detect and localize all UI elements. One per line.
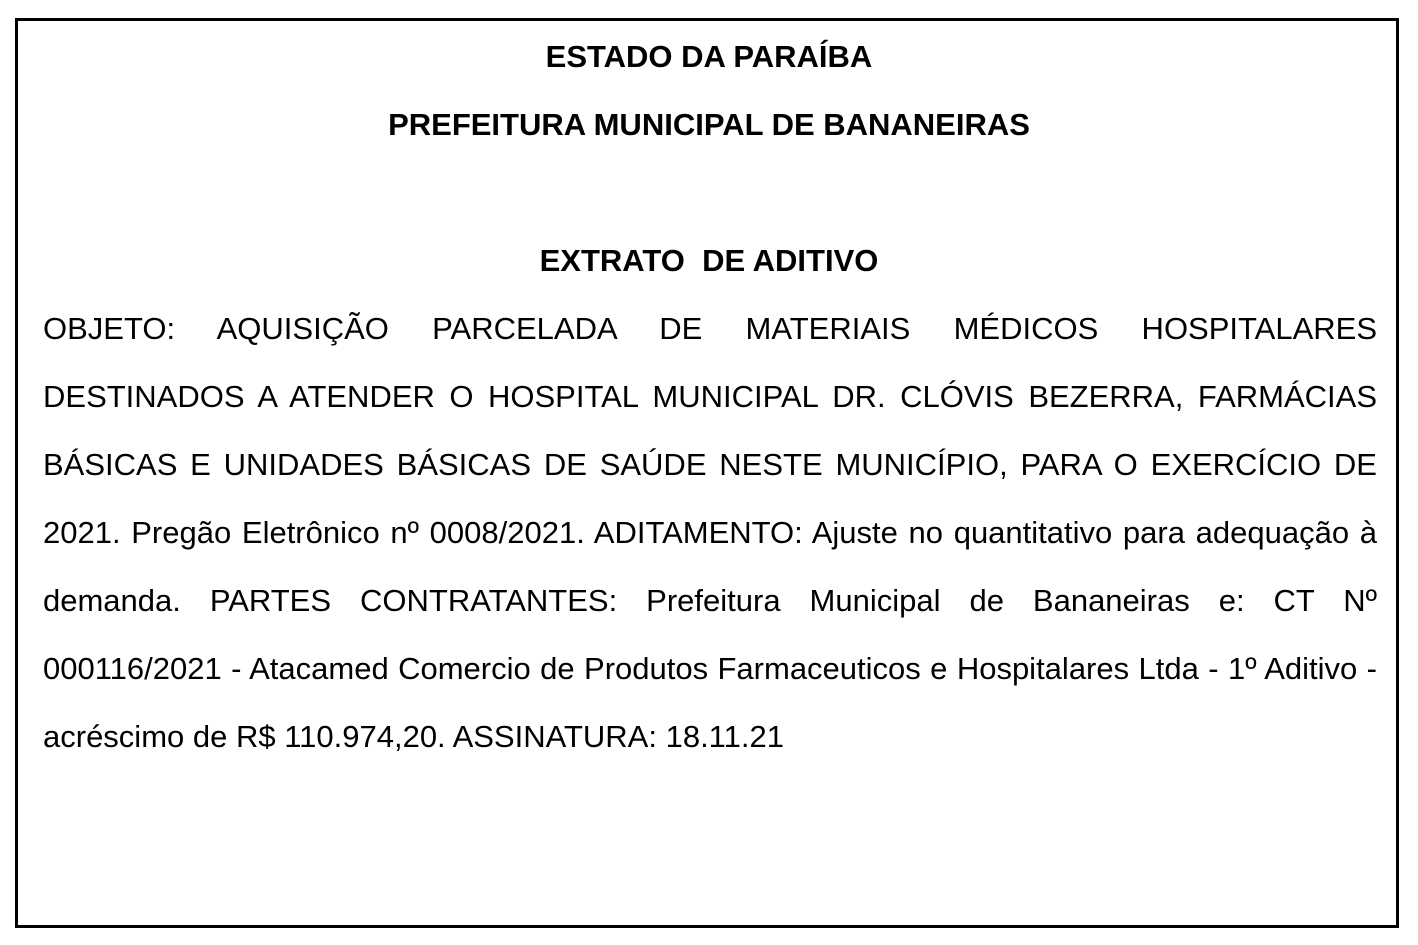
document-body: OBJETO: AQUISIÇÃO PARCELADA DE MATERIAIS MÉDICOS HOSPITALARES DESTINADOS A ATENDER O HOSPITAL MUNICIPAL DR. CLÓVIS BEZERRA, FARMÁCIAS BÁSICAS E UNIDADES BÁSICAS DE SAÚDE NESTE MUNICÍPIO, PARA O EXERCÍCIO DE 2021. Pregão Eletrônico nº 0008/2021. ADITAMENTO: Ajuste no quantitativo para adequação à demanda. PARTES CONTRATANTES: Prefeitura Municipal de Bananeiras e: CT Nº 000116/2021 - Atacamed Comercio de Produtos Farmaceuticos e Hospitalares Ltda - 1º Aditivo - acréscimo de R$ 110.974,20. ASSINATURA: 18.11.21 (43, 311, 1377, 754)
organization-heading: PREFEITURA MUNICIPAL DE BANANEIRAS (388, 107, 1030, 142)
document-title: EXTRATO DE ADITIVO (539, 243, 879, 278)
state-heading: ESTADO DA PARAÍBA (545, 39, 873, 74)
